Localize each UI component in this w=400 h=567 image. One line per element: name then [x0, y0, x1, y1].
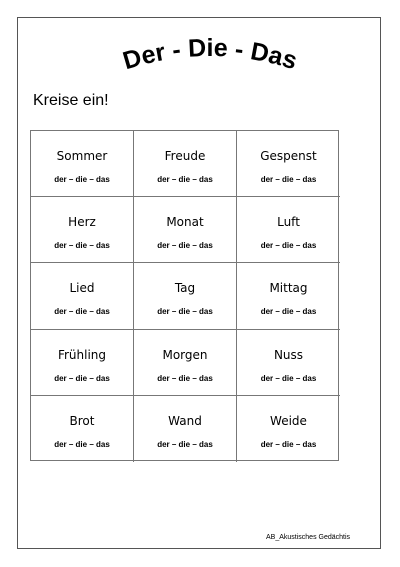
- word-cell: [134, 197, 237, 263]
- article-choices[interactable]: der – die – das: [54, 175, 110, 184]
- word-cell: [31, 197, 134, 263]
- footer-label: AB_Akustisches Gedächtis: [266, 534, 351, 541]
- word-cell: [134, 330, 237, 396]
- noun-word: Nuss: [273, 347, 304, 362]
- article-choices[interactable]: der – die – das: [260, 439, 317, 449]
- article-choices[interactable]: der – die – das: [54, 307, 110, 317]
- article-choices[interactable]: der – die – das: [157, 373, 213, 383]
- article-choices[interactable]: der – die – das: [54, 241, 110, 251]
- noun-word: Sommer: [56, 149, 108, 163]
- article-choices[interactable]: der – die – das: [260, 241, 317, 251]
- noun-word: Mittag: [269, 281, 308, 296]
- article-choices[interactable]: der – die – das: [54, 373, 110, 383]
- noun-word: Morgen: [162, 347, 208, 362]
- article-choices[interactable]: der – die – das: [157, 307, 213, 317]
- noun-word: Wand: [168, 413, 202, 428]
- word-cell: [134, 263, 237, 329]
- word-cell: [134, 131, 237, 197]
- article-choices[interactable]: der – die – das: [260, 175, 317, 184]
- word-cell: [31, 263, 134, 329]
- word-cell: [31, 330, 134, 396]
- noun-word: Weide: [270, 413, 307, 428]
- instruction-text: Kreise ein!: [33, 92, 109, 109]
- word-cell: [237, 263, 340, 329]
- word-cell: [31, 131, 134, 197]
- article-choices[interactable]: der – die – das: [260, 373, 317, 383]
- word-cell: [237, 330, 340, 396]
- noun-word: Frühling: [57, 347, 107, 362]
- noun-word: Gespenst: [260, 149, 317, 163]
- article-choices[interactable]: der – die – das: [260, 307, 317, 317]
- word-cell: [237, 396, 340, 462]
- word-cell: [237, 131, 340, 197]
- article-choices[interactable]: der – die – das: [54, 439, 110, 449]
- noun-word: Tag: [174, 281, 196, 296]
- article-choices[interactable]: der – die – das: [157, 241, 213, 251]
- worksheet-title-text: Der - Die - Das: [119, 33, 301, 76]
- noun-word: Brot: [69, 413, 95, 428]
- noun-word: Monat: [166, 215, 204, 230]
- word-grid: [30, 130, 339, 461]
- article-choices[interactable]: der – die – das: [157, 439, 213, 449]
- word-cell: [134, 396, 237, 462]
- noun-word: Luft: [277, 215, 300, 230]
- noun-word: Herz: [68, 215, 96, 230]
- noun-word: Freude: [164, 149, 206, 163]
- noun-word: Lied: [69, 281, 95, 296]
- article-choices[interactable]: der – die – das: [157, 175, 213, 184]
- word-cell: [31, 396, 134, 462]
- word-cell: [237, 197, 340, 263]
- worksheet-title: [100, 28, 320, 88]
